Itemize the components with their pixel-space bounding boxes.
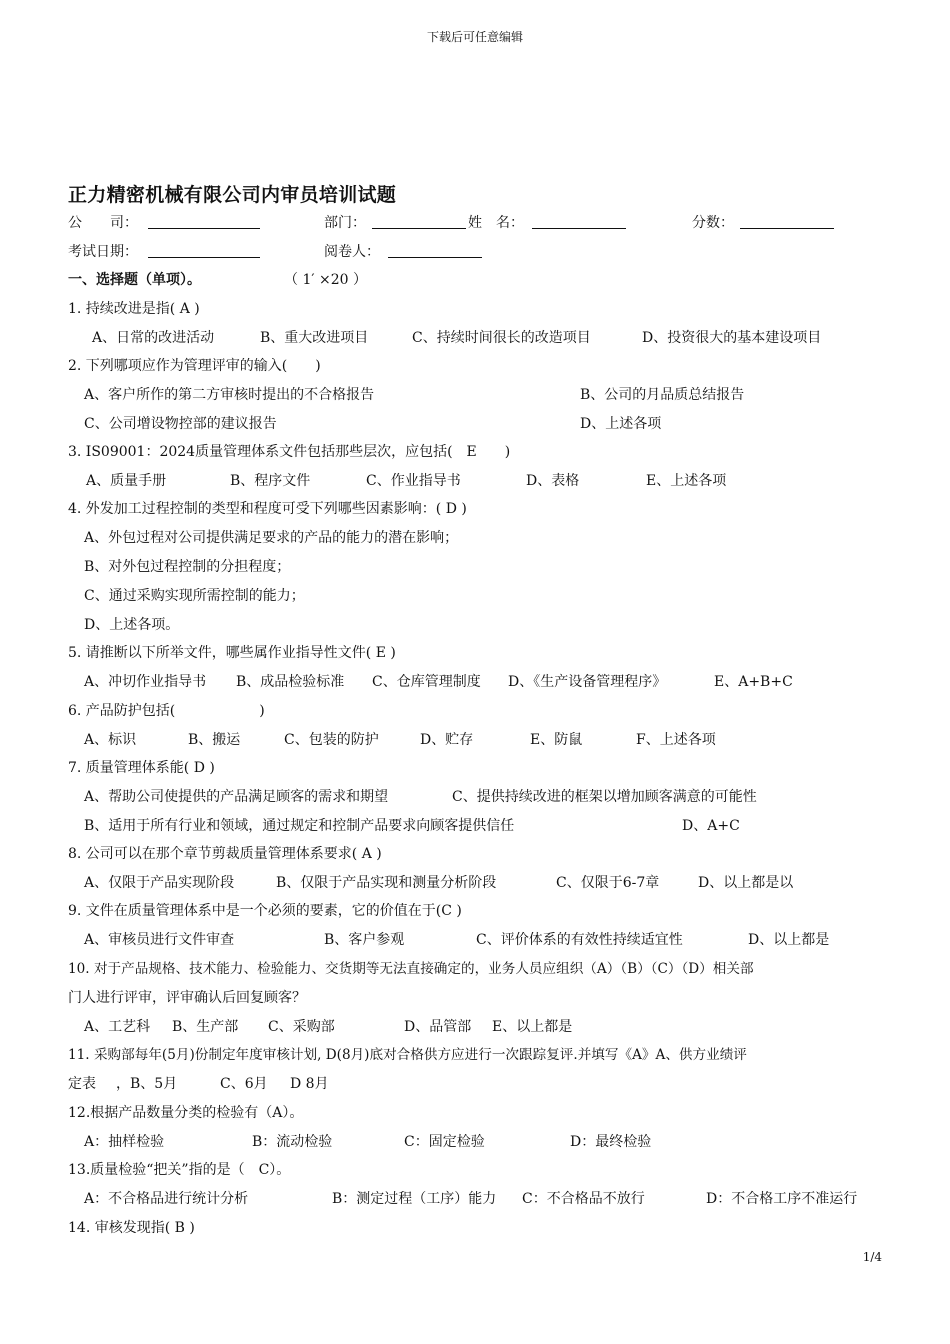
q9-option-d[interactable]: D、以上都是 bbox=[748, 932, 830, 948]
q3-option-b[interactable]: B、程序文件 bbox=[230, 473, 311, 489]
company-label: 公 司： bbox=[68, 215, 138, 231]
q2-option-d[interactable]: D、上述各项 bbox=[580, 416, 662, 432]
name-label: 姓 名： bbox=[468, 215, 524, 231]
question-5: 5. 请推断以下所举文件，哪些属作业指导性文件( E ) bbox=[68, 645, 396, 661]
page-number: 1/4 bbox=[862, 1250, 882, 1264]
dept-blank[interactable] bbox=[372, 212, 466, 234]
q9-option-b[interactable]: B、客户参观 bbox=[324, 932, 405, 948]
question-4: 4. 外发加工过程控制的类型和程度可受下列哪些因素影响：( D ) bbox=[68, 501, 467, 517]
q12-option-c[interactable]: C：固定检验 bbox=[404, 1134, 485, 1150]
reviewer-label: 阅卷人： bbox=[324, 244, 380, 260]
name-blank[interactable] bbox=[532, 212, 626, 234]
q5-option-b[interactable]: B、成品检验标准 bbox=[236, 674, 345, 690]
q9-option-c[interactable]: C、评价体系的有效性持续适宜性 bbox=[476, 932, 683, 948]
q2-option-b[interactable]: B、公司的月品质总结报告 bbox=[580, 387, 745, 403]
q5-option-e[interactable]: E、A+B+C bbox=[714, 674, 793, 690]
q10-option-b[interactable]: B、生产部 bbox=[172, 1019, 239, 1035]
question-13: 13.质量检验“把关”指的是（ C）。 bbox=[68, 1162, 291, 1178]
q11-line2-c: C、6月 bbox=[220, 1076, 268, 1092]
q5-option-c[interactable]: C、仓库管理制度 bbox=[372, 674, 481, 690]
date-blank[interactable] bbox=[148, 241, 260, 263]
q3-option-c[interactable]: C、作业指导书 bbox=[366, 473, 461, 489]
q11-line2-b: ，B、5月 bbox=[116, 1076, 178, 1092]
q8-option-b[interactable]: B、仅限于产品实现和测量分析阶段 bbox=[276, 875, 497, 891]
q12-option-d[interactable]: D：最终检验 bbox=[570, 1134, 652, 1150]
question-8: 8. 公司可以在那个章节剪裁质量管理体系要求( A ) bbox=[68, 846, 382, 862]
q4-option-b[interactable]: B、对外包过程控制的分担程度； bbox=[84, 559, 291, 575]
q8-option-d[interactable]: D、以上都是以 bbox=[698, 875, 794, 891]
q3-option-d[interactable]: D、表格 bbox=[526, 473, 580, 489]
q6-option-c[interactable]: C、包装的防护 bbox=[284, 732, 379, 748]
q6-option-e[interactable]: E、防鼠 bbox=[530, 732, 583, 748]
question-6: 6. 产品防护包括( ) bbox=[68, 703, 265, 719]
q1-option-c[interactable]: C、持续时间很长的改造项目 bbox=[412, 330, 591, 346]
score-label: 分数： bbox=[692, 215, 734, 231]
q5-option-d[interactable]: D、《生产设备管理程序》 bbox=[508, 674, 667, 690]
q6-option-a[interactable]: A、标识 bbox=[84, 732, 137, 748]
document-title: 正力精密机械有限公司内审员培训试题 bbox=[68, 184, 397, 206]
question-11-line1: 11. 采购部每年(5月)份制定年度审核计划, D(8月)底对合格供方应进行一次跟踪复评.并填写《A》A、供方业绩评 bbox=[68, 1047, 747, 1063]
q13-option-c[interactable]: C：不合格品不放行 bbox=[522, 1191, 645, 1207]
q8-option-c[interactable]: C、仅限于6-7章 bbox=[556, 875, 660, 891]
q6-option-d[interactable]: D、贮存 bbox=[420, 732, 474, 748]
q4-option-c[interactable]: C、通过采购实现所需控制的能力； bbox=[84, 588, 305, 604]
q12-option-a[interactable]: A：抽样检验 bbox=[84, 1134, 165, 1150]
q3-option-a[interactable]: A、质量手册 bbox=[86, 473, 167, 489]
q7-option-b[interactable]: B、适用于所有行业和领域，通过规定和控制产品要求向顾客提供信任 bbox=[84, 818, 515, 834]
q7-option-a[interactable]: A、帮助公司使提供的产品满足顾客的需求和期望 bbox=[84, 789, 389, 805]
q12-option-b[interactable]: B：流动检验 bbox=[252, 1134, 333, 1150]
q4-option-a[interactable]: A、外包过程对公司提供满足要求的产品的能力的潜在影响； bbox=[84, 530, 459, 546]
q9-option-a[interactable]: A、审核员进行文件审查 bbox=[84, 932, 235, 948]
q10-option-c[interactable]: C、采购部 bbox=[268, 1019, 335, 1035]
score-blank[interactable] bbox=[740, 212, 834, 234]
q13-option-d[interactable]: D：不合格工序不准运行 bbox=[706, 1191, 858, 1207]
q6-option-b[interactable]: B、搬运 bbox=[188, 732, 241, 748]
question-2: 2. 下列哪项应作为管理评审的输入( ) bbox=[68, 358, 321, 374]
company-blank[interactable] bbox=[148, 212, 260, 234]
q11-line2-a: 定表 bbox=[68, 1076, 96, 1092]
q7-option-c[interactable]: C、提供持续改进的框架以增加顾客满意的可能性 bbox=[452, 789, 757, 805]
question-7: 7. 质量管理体系能( D ) bbox=[68, 760, 215, 776]
q10-option-d[interactable]: D、品管部 bbox=[404, 1019, 472, 1035]
q11-line2-d: D 8月 bbox=[290, 1076, 329, 1092]
q1-option-a[interactable]: A、日常的改进活动 bbox=[92, 330, 215, 346]
q3-option-e[interactable]: E、上述各项 bbox=[646, 473, 727, 489]
q10-option-e[interactable]: E、以上都是 bbox=[492, 1019, 573, 1035]
question-10-line2: 门人进行评审，评审确认后回复顾客？ bbox=[68, 990, 306, 1006]
q6-option-f[interactable]: F、上述各项 bbox=[636, 732, 716, 748]
q2-option-a[interactable]: A、客户所作的第二方审核时提出的不合格报告 bbox=[84, 387, 375, 403]
dept-label: 部门： bbox=[324, 215, 366, 231]
q5-option-a[interactable]: A、冲切作业指导书 bbox=[84, 674, 207, 690]
question-10-line1: 10. 对于产品规格、技术能力、检验能力、交货期等无法直接确定的，业务人员应组织（A）（B）（C）（D）相关部 bbox=[68, 961, 754, 977]
reviewer-blank[interactable] bbox=[388, 241, 482, 263]
q13-option-b[interactable]: B：测定过程（工序）能力 bbox=[332, 1191, 497, 1207]
section-points: （ 1′ ×20 ） bbox=[284, 272, 367, 288]
question-9: 9. 文件在质量管理体系中是一个必须的要素，它的价值在于(C ) bbox=[68, 903, 462, 919]
date-label: 考试日期： bbox=[68, 244, 138, 260]
q13-option-a[interactable]: A：不合格品进行统计分析 bbox=[84, 1191, 249, 1207]
q7-option-d[interactable]: D、A+C bbox=[682, 818, 740, 834]
question-3: 3. IS09001：2024质量管理体系文件包括那些层次，应包括( E ) bbox=[68, 444, 511, 460]
question-12: 12.根据产品数量分类的检验有（A）。 bbox=[68, 1105, 304, 1121]
q10-option-a[interactable]: A、工艺科 bbox=[84, 1019, 151, 1035]
page-header: 下载后可任意编辑 bbox=[426, 30, 523, 44]
q2-option-c[interactable]: C、公司增设物控部的建议报告 bbox=[84, 416, 277, 432]
q4-option-d[interactable]: D、上述各项。 bbox=[84, 617, 180, 633]
q1-option-b[interactable]: B、重大改进项目 bbox=[260, 330, 369, 346]
q8-option-a[interactable]: A、仅限于产品实现阶段 bbox=[84, 875, 235, 891]
question-1: 1. 持续改进是指( A ) bbox=[68, 301, 200, 317]
section-title: 一、选择题（单项）。 bbox=[68, 272, 201, 288]
q1-option-d[interactable]: D、投资很大的基本建设项目 bbox=[642, 330, 822, 346]
question-14: 14. 审核发现指( B ) bbox=[68, 1220, 195, 1236]
